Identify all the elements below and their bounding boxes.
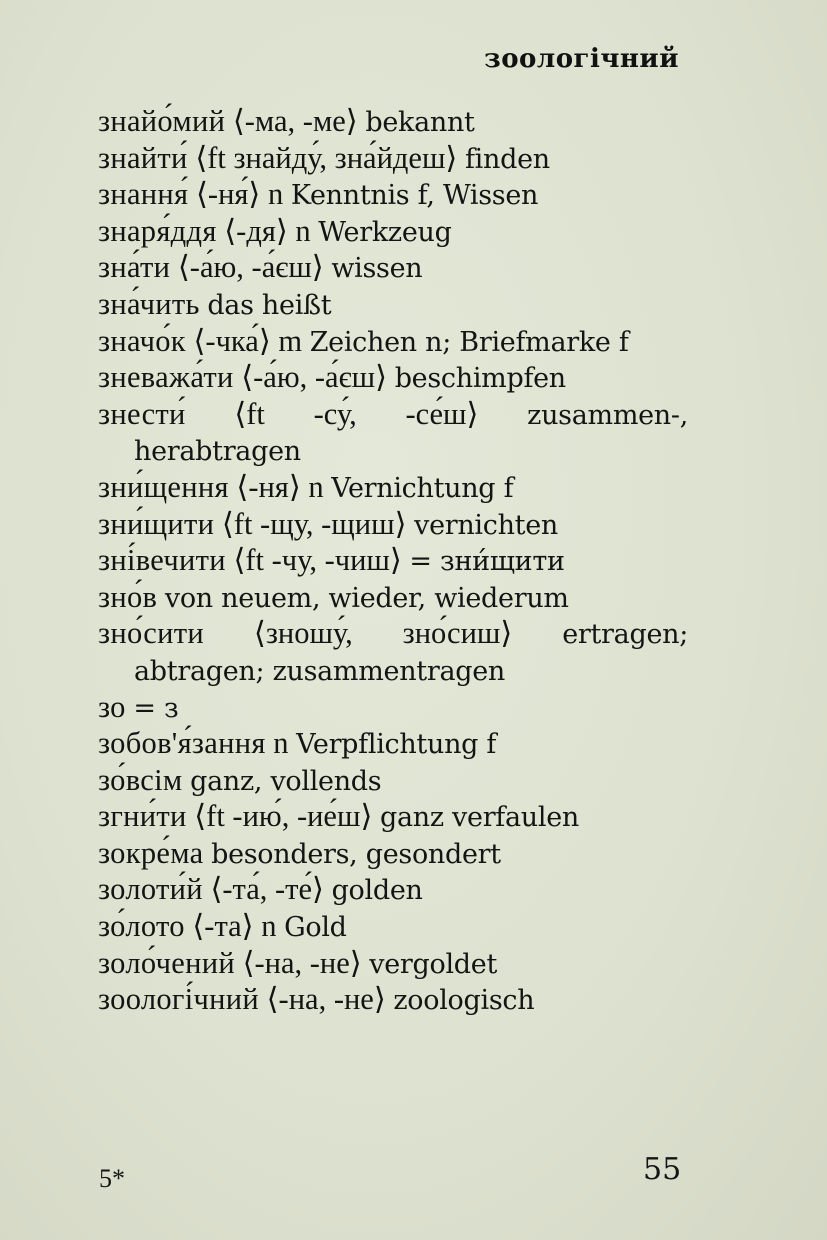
entry-translation: = зни́щити [409,546,565,578]
entry-headword: знести́ [98,396,186,431]
entry-translation: zusammen-, herabtragen [134,399,689,468]
entry-translation: Zeichen n; Briefmarke f [309,326,629,358]
entry-translation: ganz verfaulen [379,802,579,834]
entry-headword: зна́чить [98,286,200,321]
entry-grammar: ⟨-а́ю, -а́єш⟩ [241,360,388,395]
entry-headword: зно́сити [98,616,204,651]
entry-translation: zoologisch [393,985,535,1017]
dictionary-entry [98,982,688,1019]
dictionary-entry [98,763,688,800]
entry-grammar: ⟨-на, -не⟩ [266,982,386,1017]
entry-translation: besonders, gesondert [211,838,501,870]
entry-grammar: ⟨-та⟩ n [192,909,277,944]
entry-headword: знайти́ [98,140,188,175]
entry-grammar: ⟨-на, -не⟩ [242,945,362,980]
dictionary-entry [98,177,688,214]
dictionary-entry [98,909,688,946]
page-number: 55 [643,1152,682,1187]
entry-translation: golden [331,875,423,907]
dictionary-entry [98,214,688,251]
entry-grammar: ⟨-ма, -ме⟩ [232,104,358,138]
entry-translation: ganz, vollends [190,765,382,797]
entry-headword: зні́вечити [98,543,226,578]
entry-translation: Werkzeug [318,216,452,248]
entry-headword: зо [98,689,126,724]
entry-grammar: ⟨ft -су́, -се́ш⟩ [234,396,479,431]
entry-headword: золо́чений [98,945,235,980]
entry-headword: значо́к [98,323,186,358]
entry-translation: bekannt [365,107,475,138]
running-head: зоологічний [484,44,679,74]
dictionary-entry [98,580,688,617]
entry-headword: зни́щити [98,506,215,541]
entry-translation: Gold [284,912,347,944]
dictionary-entry [98,104,688,141]
entry-grammar: ⟨-та́, -те́⟩ [210,872,324,907]
dictionary-entry [98,507,688,544]
signature-mark: 5* [99,1164,125,1193]
dictionary-entry [98,470,688,507]
entry-headword: зна́ти [98,250,171,285]
entry-headword: зневажа́ти [98,360,234,395]
dictionary-entry [98,397,688,470]
entry-translation: ertragen; abtragen; zusammentragen [134,619,689,687]
entry-grammar: n [273,726,289,761]
entry-headword: знання́ [98,177,189,212]
entry-translation: von neuem, wieder, wiederum [164,582,569,614]
entry-translation: Vernichtung f [331,472,514,504]
dictionary-entry [98,616,688,689]
entry-headword: знайо́мий [98,104,226,138]
entry-grammar: ⟨ft -ию́, -ие́ш⟩ [194,799,373,834]
entry-grammar: ⟨ft -чу, -чиш⟩ [233,543,402,578]
dictionary-entry [98,726,688,763]
entry-headword: зни́щення [98,469,229,504]
entry-translation: finden [464,143,550,175]
entry-translation: das heißt [207,289,332,321]
entry-grammar: ⟨-чка́⟩ m [193,323,303,358]
entry-list [98,104,688,1019]
dictionary-entry [98,872,688,909]
entry-headword: золоти́й [98,872,203,907]
entry-headword: зоологі́чний [98,982,260,1017]
dictionary-entry [98,543,688,580]
entry-translation: wissen [331,253,423,285]
entry-headword: зокре́ма [98,835,204,870]
dictionary-entry [98,250,688,287]
entry-translation: vernichten [414,509,559,541]
dictionary-entry [98,946,688,983]
entry-headword: знаря́ддя [98,213,217,248]
entry-grammar: ⟨ft -щу, -щиш⟩ [221,506,407,541]
entry-headword: зо́всім [98,762,183,797]
entry-headword: зно́в [98,579,158,614]
dictionary-entry [98,324,688,361]
entry-translation: Kenntnis f, Wissen [290,180,539,212]
entry-headword: згни́ти [98,799,187,834]
dictionary-entry [98,799,688,836]
entry-grammar: ⟨зношу́, зно́сиш⟩ [253,616,513,651]
entry-translation: beschimpfen [394,363,566,395]
entry-translation: Verpflichtung f [296,729,497,761]
entry-grammar: ⟨-ня⟩ n [236,469,324,504]
entry-translation: = з [133,692,179,724]
entry-translation: vergoldet [369,948,498,980]
entry-headword: зо́лото [98,909,185,944]
dictionary-entry [98,836,688,873]
entry-grammar: ⟨-а́ю, -а́єш⟩ [177,250,324,285]
dictionary-entry [98,141,688,178]
entry-grammar: ⟨-дя⟩ n [224,213,311,248]
dictionary-entry [98,287,688,324]
dictionary-entry [98,360,688,397]
dictionary-entry [98,690,688,727]
entry-grammar: ⟨-ня́⟩ n [196,177,284,212]
entry-grammar: ⟨ft знайду́, зна́йдеш⟩ [195,140,458,175]
entry-headword: зобов'я́зання [98,726,266,761]
